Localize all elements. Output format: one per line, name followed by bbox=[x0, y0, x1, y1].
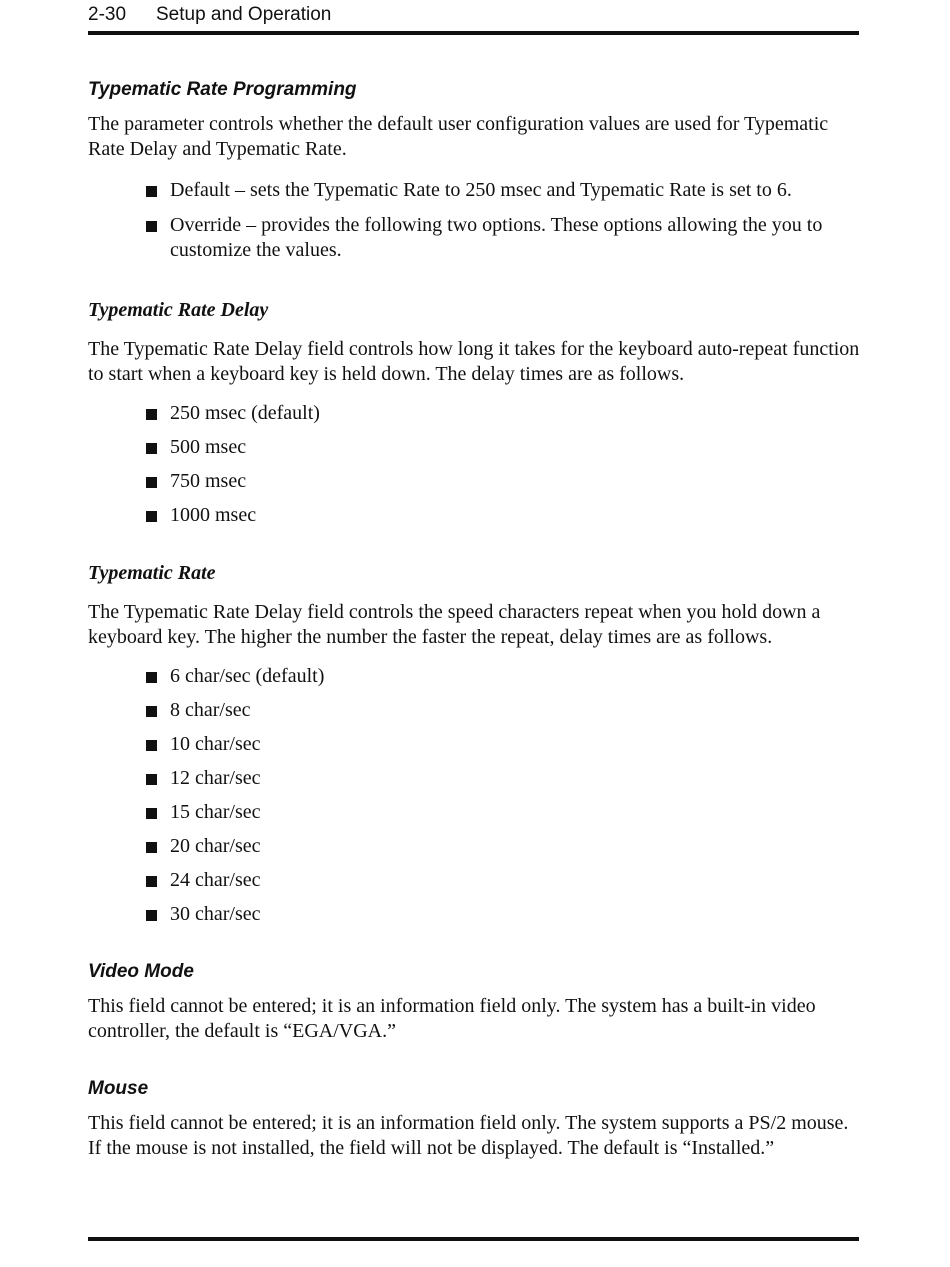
paragraph-typematic-rate-programming: The parameter controls whether the default user configuration values are used for Typematic Rate Delay and Typematic Rate. bbox=[88, 113, 829, 160]
bullet-square-icon bbox=[146, 808, 157, 819]
bullet-square-icon bbox=[146, 910, 157, 921]
paragraph-typematic-rate-delay: The Typematic Rate Delay field controls how long it takes for the keyboard auto-repeat function to start when a keyboard key is held down. The delay times are as follows. bbox=[88, 338, 860, 385]
page-header bbox=[88, 3, 858, 29]
list-item: 24 char/sec bbox=[88, 868, 863, 893]
paragraph-typematic-rate: The Typematic Rate Delay field controls the speed characters repeat when you hold down a keyboard key. The higher the number the faster the repeat, delay times are as follows. bbox=[88, 601, 821, 648]
heading-typematic-rate-programming: Typematic Rate Programming bbox=[88, 79, 357, 100]
heading-typematic-rate-delay: Typematic Rate Delay bbox=[88, 299, 269, 321]
bullet-square-icon bbox=[146, 706, 157, 717]
list-item: 250 msec (default) bbox=[88, 401, 863, 426]
footer-rule bbox=[88, 1237, 859, 1241]
list-item: 6 char/sec (default) bbox=[88, 664, 863, 689]
list-item: 20 char/sec bbox=[88, 834, 863, 859]
list-item: Default – sets the Typematic Rate to 250 msec and Typematic Rate is set to 6. bbox=[88, 178, 863, 203]
bullet-square-icon bbox=[146, 477, 157, 488]
bullet-square-icon bbox=[146, 443, 157, 454]
list-item: 10 char/sec bbox=[88, 732, 863, 757]
list-item: Override – provides the following two options. These options allowing the you to customize the values. bbox=[88, 213, 863, 263]
running-title: Setup and Operation bbox=[156, 4, 332, 25]
list-item: 1000 msec bbox=[88, 503, 863, 528]
bullet-list-programming-options bbox=[88, 178, 863, 263]
heading-mouse: Mouse bbox=[88, 1078, 149, 1099]
header-rule bbox=[88, 31, 859, 35]
list-item: 30 char/sec bbox=[88, 902, 863, 927]
bullet-square-icon bbox=[146, 842, 157, 853]
bullet-square-icon bbox=[146, 740, 157, 751]
bullet-square-icon bbox=[146, 672, 157, 683]
heading-typematic-rate: Typematic Rate bbox=[88, 562, 216, 584]
bullet-square-icon bbox=[146, 221, 157, 232]
bullet-square-icon bbox=[146, 876, 157, 887]
list-item: 8 char/sec bbox=[88, 698, 863, 723]
bullet-square-icon bbox=[146, 511, 157, 522]
bullet-list-delay-times bbox=[88, 401, 863, 528]
heading-video-mode: Video Mode bbox=[88, 961, 194, 982]
bullet-square-icon bbox=[146, 409, 157, 420]
list-item: 15 char/sec bbox=[88, 800, 863, 825]
page-number: 2-30 bbox=[88, 4, 127, 25]
paragraph-video-mode: This field cannot be entered; it is an information field only. The system has a built-in video controller, the default is “EGA/VGA.” bbox=[88, 995, 816, 1042]
paragraph-mouse: This field cannot be entered; it is an information field only. The system supports a PS/2 mouse. If the mouse is not installed, the field will not be displayed. The default is “Installed.” bbox=[88, 1112, 849, 1159]
bullet-list-rate-values bbox=[88, 664, 863, 927]
bullet-square-icon bbox=[146, 774, 157, 785]
list-item: 500 msec bbox=[88, 435, 863, 460]
list-item: 12 char/sec bbox=[88, 766, 863, 791]
list-item: 750 msec bbox=[88, 469, 863, 494]
page-content bbox=[88, 77, 863, 1161]
bullet-square-icon bbox=[146, 186, 157, 197]
